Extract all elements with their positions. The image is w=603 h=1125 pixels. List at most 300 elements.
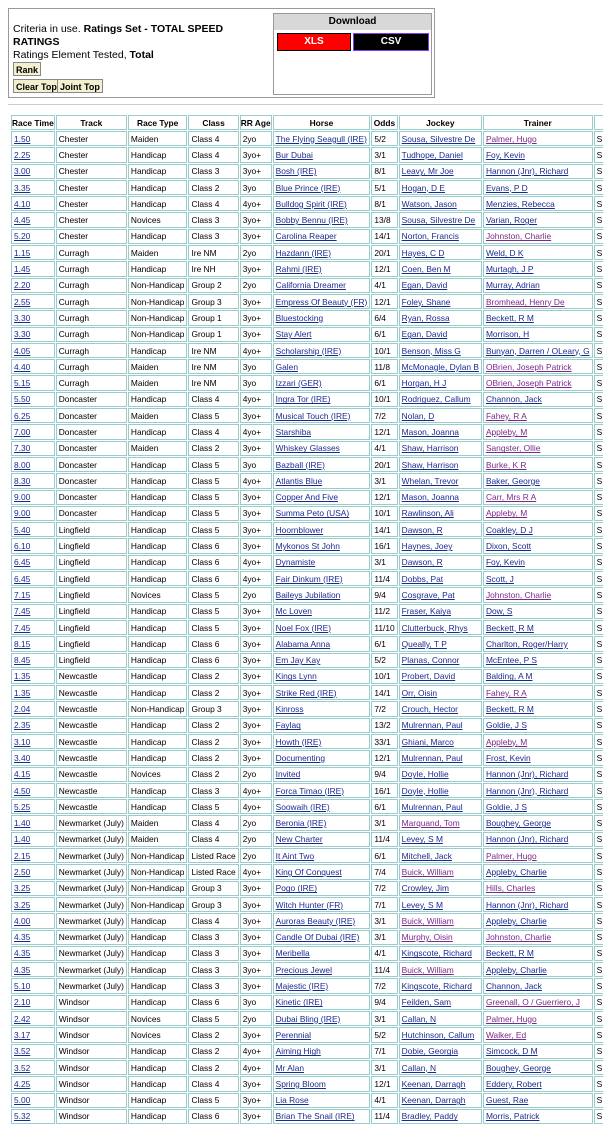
cell-extra: S	[594, 327, 603, 342]
jockey-link[interactable]: Cosgrave, Pat	[401, 589, 455, 600]
horse-link[interactable]: Kinross	[275, 704, 304, 715]
horse-link[interactable]: Empress Of Beauty (FR)	[275, 296, 368, 307]
horse-link[interactable]: Summa Peto (USA)	[275, 508, 350, 519]
race-time-link[interactable]: 2.25	[14, 149, 31, 160]
horse-link[interactable]: Precious Jewel	[275, 964, 332, 975]
trainer-link[interactable]: Morrison, H	[485, 329, 530, 340]
race-time-link[interactable]: 3.40	[14, 752, 31, 763]
trainer-link[interactable]: Beckett, R M	[485, 948, 534, 959]
horse-link[interactable]: Brian The Snail (IRE)	[275, 1111, 355, 1122]
horse-link[interactable]: Candle Of Dubai (IRE)	[275, 932, 360, 943]
cell-horse	[273, 180, 371, 195]
race-time-link[interactable]: 4.50	[14, 785, 31, 796]
race-time-link[interactable]: 4.05	[14, 345, 31, 356]
race-time-link[interactable]: 8.30	[14, 475, 31, 486]
trainer-link[interactable]: Bromhead, Henry De	[485, 296, 565, 307]
horse-link[interactable]: Kinetic (IRE)	[275, 997, 323, 1008]
horse-link[interactable]: Pogo (IRE)	[275, 883, 318, 894]
cell-class: Class 4	[188, 392, 238, 407]
race-time-link[interactable]: 4.10	[14, 198, 31, 209]
trainer-link[interactable]: Burke, K R	[485, 459, 527, 470]
horse-link[interactable]: It Aint Two	[275, 850, 315, 861]
horse-link[interactable]: Scholarship (IRE)	[275, 345, 342, 356]
cell-extra: S	[594, 359, 603, 374]
race-time-link[interactable]: 2.55	[14, 296, 31, 307]
race-time-link[interactable]: 1.50	[14, 133, 31, 144]
race-time-link[interactable]: 7.00	[14, 426, 31, 437]
trainer-link[interactable]: Fahey, R A	[485, 687, 527, 698]
trainer-link[interactable]: Scott, J	[485, 573, 514, 584]
trainer-link[interactable]: Boughey, George	[485, 1062, 551, 1073]
trainer-link[interactable]: Varian, Roger	[485, 215, 537, 226]
cell-class: Class 4	[188, 832, 238, 847]
jockey-link[interactable]: Kingscote, Richard	[401, 948, 472, 959]
jockey-link[interactable]: Mulrennan, Paul	[401, 720, 463, 731]
horse-link[interactable]: Hazdann (IRE)	[275, 247, 332, 258]
race-time-link[interactable]: 4.25	[14, 1078, 31, 1089]
table-row	[11, 473, 603, 488]
horse-link[interactable]: Strike Red (IRE)	[275, 687, 337, 698]
table-row	[11, 995, 603, 1010]
horse-link[interactable]: Mykonos St John	[275, 541, 340, 552]
race-time-link[interactable]: 5.50	[14, 394, 31, 405]
race-time-link[interactable]: 4.35	[14, 948, 31, 959]
horse-link[interactable]: Beronia (IRE)	[275, 818, 327, 829]
cell-jockey	[399, 767, 482, 782]
race-time-link[interactable]: 5.00	[14, 1095, 31, 1106]
trainer-link[interactable]: Hannon (Jnr), Richard	[485, 834, 569, 845]
jockey-link[interactable]: Clutterbuck, Rhys	[401, 622, 468, 633]
trainer-link[interactable]: Weld, D K	[485, 247, 524, 258]
jockey-link[interactable]: Haynes, Joey	[401, 541, 453, 552]
race-time-link[interactable]: 2.04	[14, 704, 31, 715]
jockey-link[interactable]: Dawson, R	[401, 557, 443, 568]
trainer-link[interactable]: Appleby, Charlie	[485, 867, 547, 877]
race-time-link[interactable]: 6.10	[14, 541, 31, 552]
cell-trainer	[483, 913, 593, 928]
trainer-link[interactable]: Appleby, M	[485, 426, 528, 437]
horse-link[interactable]: Dubai Bling (IRE)	[275, 1013, 341, 1024]
table-row	[11, 261, 603, 276]
race-time-link[interactable]: 3.52	[14, 1062, 31, 1073]
race-time-link[interactable]: 1.45	[14, 264, 31, 275]
trainer-link[interactable]: Hannon (Jnr), Richard	[485, 166, 569, 177]
trainer-link[interactable]: Dixon, Scott	[485, 541, 532, 552]
jockey-link[interactable]: Buick, William	[401, 867, 454, 877]
csv-download-button[interactable]: CSV	[353, 33, 429, 51]
race-time-link[interactable]: 7.45	[14, 622, 31, 633]
trainer-link[interactable]: Johnston, Charlie	[485, 589, 552, 600]
trainer-link[interactable]: Murtagh, J P	[485, 264, 534, 275]
trainer-link[interactable]: Channon, Jack	[485, 981, 542, 992]
trainer-link[interactable]: Carr, Mrs R A	[485, 492, 537, 503]
horse-link[interactable]: Carolina Reaper	[275, 231, 337, 242]
jockey-link[interactable]: Doyle, Hollie	[401, 769, 449, 780]
horse-link[interactable]: Meribella	[275, 948, 310, 959]
trainer-link[interactable]: Appleby, Charlie	[485, 964, 547, 975]
jockey-link[interactable]: Mulrennan, Paul	[401, 801, 463, 812]
trainer-link[interactable]: Appleby, M	[485, 736, 528, 747]
trainer-link[interactable]: Morris, Patrick	[485, 1111, 540, 1122]
jockey-link[interactable]: Egan, David	[401, 280, 448, 291]
race-time-link[interactable]: 3.17	[14, 1029, 31, 1040]
jockey-link[interactable]: Nolan, D	[401, 410, 435, 421]
horse-link[interactable]: Copper And Five	[275, 492, 339, 503]
horse-link[interactable]: Kings Lynn	[275, 671, 317, 682]
cell-odds: 6/1	[371, 848, 397, 863]
cell-race-type: Novices	[128, 1027, 188, 1042]
race-time-link[interactable]: 4.00	[14, 915, 31, 926]
cell-jockey	[399, 229, 482, 244]
race-time-link[interactable]: 5.40	[14, 524, 31, 535]
trainer-link[interactable]: Johnston, Charlie	[485, 932, 552, 943]
horse-link[interactable]: King Of Conquest	[275, 867, 342, 877]
jockey-link[interactable]: Shaw, Harrison	[401, 459, 459, 470]
jockey-link[interactable]: Buick, William	[401, 915, 454, 926]
xls-download-button[interactable]: XLS	[277, 33, 351, 51]
clear-top-button[interactable]: Clear Top	[13, 79, 60, 93]
jockey-link[interactable]: Crowley, Jim	[401, 883, 449, 894]
jockey-link[interactable]: Egan, David	[401, 329, 448, 340]
race-time-link[interactable]: 3.00	[14, 166, 31, 177]
horse-link[interactable]: Blue Prince (IRE)	[275, 182, 341, 193]
cell-class: Class 2	[188, 685, 238, 700]
trainer-link[interactable]: Balding, A M	[485, 671, 533, 682]
cell-class: Class 2	[188, 734, 238, 749]
trainer-link[interactable]: Evans, P D	[485, 182, 528, 193]
race-time-link[interactable]: 5.15	[14, 378, 31, 389]
jockey-link[interactable]: Coen, Ben M	[401, 264, 451, 275]
race-time-link[interactable]: 5.25	[14, 801, 31, 812]
race-time-link[interactable]: 7.45	[14, 606, 31, 617]
race-time-link[interactable]: 5.20	[14, 231, 31, 242]
race-time-link[interactable]: 1.35	[14, 671, 31, 682]
trainer-link[interactable]: Sangster, Ollie	[485, 443, 541, 454]
trainer-link[interactable]: OBrien, Joseph Patrick	[485, 361, 572, 372]
trainer-link[interactable]: Greenall, O / Guerriero, J	[485, 997, 580, 1008]
cell-race-type: Maiden	[128, 408, 188, 423]
cell-class: Group 1	[188, 310, 238, 325]
horse-link[interactable]: Bazball (IRE)	[275, 459, 325, 470]
jockey-link[interactable]: Mulrennan, Paul	[401, 752, 463, 763]
jockey-link[interactable]: Hogan, D E	[401, 182, 445, 193]
horse-link[interactable]: Baileys Jubilation	[275, 589, 341, 600]
trainer-link[interactable]: Palmer, Hugo	[485, 133, 537, 144]
jockey-link[interactable]: McMonagle, Dylan B	[401, 361, 479, 372]
jockey-link[interactable]: Rodriguez, Callum	[401, 394, 471, 405]
cell-track: Chester	[56, 212, 127, 227]
race-time-link[interactable]: 5.10	[14, 981, 31, 992]
horse-link[interactable]: Faylaq	[275, 720, 301, 731]
jockey-link[interactable]: Keenan, Darragh	[401, 1095, 466, 1106]
cell-extra: S	[594, 946, 603, 961]
horse-link[interactable]: Atlantis Blue	[275, 475, 323, 486]
trainer-link[interactable]: Fahey, R A	[485, 410, 527, 421]
horse-link[interactable]: Soowaih (IRE)	[275, 801, 330, 812]
cell-class: Class 3	[188, 229, 238, 244]
jockey-link[interactable]: Dobie, Georgia	[401, 1046, 458, 1057]
race-time-link[interactable]: 2.35	[14, 720, 31, 731]
cell-race-time	[11, 750, 55, 765]
jockey-link[interactable]: Sousa, Silvestre De	[401, 133, 476, 144]
trainer-link[interactable]: Simcock, D M	[485, 1046, 538, 1057]
race-time-link[interactable]: 8.45	[14, 655, 31, 666]
horse-link[interactable]: Bur Dubai	[275, 149, 313, 160]
jockey-link[interactable]: Mason, Joanna	[401, 492, 459, 503]
race-time-link[interactable]: 4.40	[14, 361, 31, 372]
cell-race-type: Handicap	[128, 506, 188, 521]
horse-link[interactable]: Em Jay Kay	[275, 655, 321, 666]
jockey-link[interactable]: Shaw, Harrison	[401, 443, 459, 454]
horse-link[interactable]: New Charter	[275, 834, 323, 845]
race-time-link[interactable]: 4.35	[14, 932, 31, 943]
race-time-link[interactable]: 2.20	[14, 280, 31, 291]
race-time-link[interactable]: 6.25	[14, 410, 31, 421]
trainer-link[interactable]: Goldie, J S	[485, 801, 527, 812]
jockey-link[interactable]: Marquand, Tom	[401, 818, 460, 829]
divider	[8, 104, 603, 105]
trainer-link[interactable]: Beckett, R M	[485, 704, 534, 715]
trainer-link[interactable]: Johnston, Charlie	[485, 231, 552, 242]
cell-race-time	[11, 620, 55, 635]
race-time-link[interactable]: 3.30	[14, 329, 31, 340]
jockey-link[interactable]: Hutchinson, Callum	[401, 1029, 475, 1040]
jockey-link[interactable]: Hayes, C D	[401, 247, 445, 258]
trainer-link[interactable]: Charlton, Roger/Harry	[485, 638, 568, 649]
jockey-link[interactable]: Feilden, Sam	[401, 997, 451, 1008]
race-time-link[interactable]: 6.45	[14, 557, 31, 568]
jockey-link[interactable]: Kingscote, Richard	[401, 981, 472, 992]
table-row	[11, 327, 603, 342]
race-time-link[interactable]: 1.40	[14, 834, 31, 845]
jockey-link[interactable]: Dobbs, Pat	[401, 573, 444, 584]
cell-class: Class 3	[188, 783, 238, 798]
race-time-link[interactable]: 3.35	[14, 182, 31, 193]
horse-link[interactable]: Majestic (IRE)	[275, 981, 329, 992]
jockey-link[interactable]: Doyle, Hollie	[401, 785, 449, 796]
horse-link[interactable]: Dynamiste	[275, 557, 316, 568]
trainer-link[interactable]: Guest, Rae	[485, 1095, 529, 1106]
jockey-link[interactable]: Horgan, H J	[401, 378, 447, 389]
cell-extra: S	[594, 212, 603, 227]
trainer-link[interactable]: Walker, Ed	[485, 1029, 527, 1040]
trainer-link[interactable]: Baker, George	[485, 475, 540, 486]
horse-link[interactable]: Izzari (GER)	[275, 378, 322, 389]
horse-link[interactable]: Musical Touch (IRE)	[275, 410, 351, 421]
horse-link[interactable]: Alabama Anna	[275, 638, 331, 649]
race-time-link[interactable]: 3.25	[14, 899, 31, 910]
trainer-link[interactable]: McEntee, P S	[485, 655, 537, 666]
horse-link[interactable]: Perennial	[275, 1029, 312, 1040]
cell-extra: S	[594, 375, 603, 390]
joint-top-button[interactable]: Joint Top	[57, 79, 103, 93]
horse-link[interactable]: Lia Rose	[275, 1095, 309, 1106]
trainer-link[interactable]: Murray, Adrian	[485, 280, 540, 291]
cell-horse	[273, 783, 371, 798]
horse-link[interactable]: Fair Dinkum (IRE)	[275, 573, 343, 584]
table-row	[11, 212, 603, 227]
jockey-link[interactable]: Buick, William	[401, 964, 454, 975]
race-time-link[interactable]: 8.00	[14, 459, 31, 470]
cell-trainer	[483, 897, 593, 912]
horse-link[interactable]: Bosh (IRE)	[275, 166, 317, 177]
cell-race-type: Non-Handicap	[128, 701, 188, 716]
jockey-link[interactable]: Queally, T P	[401, 638, 447, 649]
jockey-link[interactable]: Dawson, R	[401, 524, 443, 535]
jockey-link[interactable]: Mitchell, Jack	[401, 850, 452, 861]
race-time-link[interactable]: 6.45	[14, 573, 31, 584]
horse-link[interactable]: Rahmi (IRE)	[275, 264, 322, 275]
cell-track: Chester	[56, 229, 127, 244]
cell-rr-age: 3yo+	[240, 946, 272, 961]
horse-link[interactable]: Witch Hunter (FR)	[275, 899, 344, 910]
horse-link[interactable]: Galen	[275, 361, 298, 372]
trainer-link[interactable]: Beckett, R M	[485, 622, 534, 633]
horse-link[interactable]: Documenting	[275, 752, 325, 763]
trainer-link[interactable]: Dow, S	[485, 606, 513, 617]
horse-link[interactable]: The Flying Seagull (IRE)	[275, 133, 367, 144]
trainer-link[interactable]: Frost, Kevin	[485, 752, 531, 763]
cell-race-type: Handicap	[128, 261, 188, 276]
cell-jockey	[399, 147, 482, 162]
trainer-link[interactable]: OBrien, Joseph Patrick	[485, 378, 572, 389]
jockey-link[interactable]: Levey, S M	[401, 834, 443, 845]
trainer-link[interactable]: Appleby, M	[485, 508, 528, 519]
cell-extra: S	[594, 147, 603, 162]
horse-link[interactable]: California Dreamer	[275, 280, 346, 291]
cell-horse	[273, 913, 371, 928]
race-time-link[interactable]: 4.15	[14, 769, 31, 780]
jockey-link[interactable]: Planas, Connor	[401, 655, 460, 666]
jockey-link[interactable]: Crouch, Hector	[401, 704, 458, 715]
jockey-link[interactable]: Tudhope, Daniel	[401, 149, 463, 160]
race-time-link[interactable]: 2.15	[14, 850, 31, 861]
jockey-link[interactable]: Murphy, Oisin	[401, 932, 453, 943]
race-time-link[interactable]: 2.50	[14, 867, 31, 877]
trainer-link[interactable]: Hannon (Jnr), Richard	[485, 769, 569, 780]
table-row	[11, 1027, 603, 1042]
jockey-link[interactable]: Watson, Jason	[401, 198, 457, 209]
race-time-link[interactable]: 1.35	[14, 687, 31, 698]
jockey-link[interactable]: Benson, Miss G	[401, 345, 461, 356]
horse-link[interactable]: Howth (IRE)	[275, 736, 322, 747]
race-time-link[interactable]: 3.52	[14, 1046, 31, 1057]
race-time-link[interactable]: 2.42	[14, 1013, 31, 1024]
jockey-link[interactable]: Callan, N	[401, 1013, 437, 1024]
trainer-link[interactable]: Palmer, Hugo	[485, 850, 537, 861]
jockey-link[interactable]: Orr, Oisin	[401, 687, 438, 698]
jockey-link[interactable]: Sousa, Silvestre De	[401, 215, 476, 226]
horse-link[interactable]: Starshiba	[275, 426, 312, 437]
cell-extra: S	[594, 506, 603, 521]
cell-race-type: Handicap	[128, 913, 188, 928]
jockey-link[interactable]: Keenan, Darragh	[401, 1078, 466, 1089]
jockey-link[interactable]: Rawlinson, Ali	[401, 508, 454, 519]
horse-link[interactable]: Noel Fox (IRE)	[275, 622, 332, 633]
trainer-link[interactable]: Foy, Kevin	[485, 149, 525, 160]
trainer-link[interactable]: Coakley, D J	[485, 524, 533, 535]
race-time-link[interactable]: 1.40	[14, 818, 31, 829]
horse-link[interactable]: Hoornblower	[275, 524, 324, 535]
jockey-link[interactable]: Levey, S M	[401, 899, 443, 910]
horse-link[interactable]: Aiming High	[275, 1046, 321, 1057]
cell-rr-age: 3yo	[240, 375, 272, 390]
trainer-link[interactable]: Eddery, Robert	[485, 1078, 542, 1089]
cell-track: Lingfield	[56, 604, 127, 619]
cell-track: Lingfield	[56, 653, 127, 668]
cell-odds: 14/1	[371, 685, 397, 700]
trainer-link[interactable]: Palmer, Hugo	[485, 1013, 537, 1024]
trainer-link[interactable]: Goldie, J S	[485, 720, 527, 731]
race-time-link[interactable]: 3.30	[14, 312, 31, 323]
horse-link[interactable]: Bulldog Spirit (IRE)	[275, 198, 347, 209]
jockey-link[interactable]: Ghiani, Marco	[401, 736, 454, 747]
jockey-link[interactable]: Fraser, Kaiya	[401, 606, 451, 617]
trainer-link[interactable]: Appleby, Charlie	[485, 915, 547, 926]
horse-link[interactable]: Spring Bloom	[275, 1078, 326, 1089]
horse-link[interactable]: Bluestocking	[275, 312, 324, 323]
race-time-link[interactable]: 8.15	[14, 638, 31, 649]
table-row	[11, 147, 603, 162]
trainer-link[interactable]: Foy, Kevin	[485, 557, 525, 568]
horse-link[interactable]: Mr Alan	[275, 1062, 305, 1073]
trainer-link[interactable]: Hannon (Jnr), Richard	[485, 785, 569, 796]
jockey-link[interactable]: Callan, N	[401, 1062, 437, 1073]
horse-link[interactable]: Bobby Bennu (IRE)	[275, 215, 348, 226]
trainer-link[interactable]: Hannon (Jnr), Richard	[485, 899, 569, 910]
horse-link[interactable]: Whiskey Glasses	[275, 443, 340, 454]
jockey-link[interactable]: Foley, Shane	[401, 296, 451, 307]
trainer-link[interactable]: Hills, Charles	[485, 883, 536, 894]
horse-link[interactable]: Forca Timao (IRE)	[275, 785, 345, 796]
trainer-link[interactable]: Channon, Jack	[485, 394, 542, 405]
horse-link[interactable]: Ingra Tor (IRE)	[275, 394, 331, 405]
jockey-link[interactable]: Bradley, Paddy	[401, 1111, 458, 1122]
horse-link[interactable]: Stay Alert	[275, 329, 312, 340]
jockey-link[interactable]: Probert, David	[401, 671, 456, 682]
trainer-link[interactable]: Menzies, Rebecca	[485, 198, 555, 209]
trainer-link[interactable]: Beckett, R M	[485, 312, 534, 323]
jockey-link[interactable]: Ryan, Rossa	[401, 312, 450, 323]
trainer-link[interactable]: Bunyan, Darren / OLeary, G	[485, 345, 590, 356]
cell-race-time	[11, 1109, 55, 1124]
race-time-link[interactable]: 5.32	[14, 1111, 31, 1122]
trainer-link[interactable]: Boughey, George	[485, 818, 551, 829]
jockey-link[interactable]: Mason, Joanna	[401, 426, 459, 437]
cell-race-time	[11, 278, 55, 293]
race-time-link[interactable]: 7.15	[14, 589, 31, 600]
race-time-link[interactable]: 3.25	[14, 883, 31, 894]
table-row	[11, 913, 603, 928]
horse-link[interactable]: Auroras Beauty (IRE)	[275, 915, 356, 926]
race-time-link[interactable]: 3.10	[14, 736, 31, 747]
cell-race-type: Non-Handicap	[128, 864, 188, 879]
horse-link[interactable]: Invited	[275, 769, 301, 780]
race-time-link[interactable]: 1.15	[14, 247, 31, 258]
race-time-link[interactable]: 9.00	[14, 492, 31, 503]
race-time-link[interactable]: 2.10	[14, 997, 31, 1008]
table-row	[11, 946, 603, 961]
jockey-link[interactable]: Norton, Francis	[401, 231, 459, 242]
race-time-link[interactable]: 9.00	[14, 508, 31, 519]
race-time-link[interactable]: 4.35	[14, 964, 31, 975]
race-time-link[interactable]: 7.30	[14, 443, 31, 454]
rank-button[interactable]: Rank	[13, 62, 41, 76]
jockey-link[interactable]: Whelan, Trevor	[401, 475, 459, 486]
race-time-link[interactable]: 4.45	[14, 215, 31, 226]
jockey-link[interactable]: Leavy, Mr Joe	[401, 166, 454, 177]
horse-link[interactable]: Mc Loven	[275, 606, 312, 617]
